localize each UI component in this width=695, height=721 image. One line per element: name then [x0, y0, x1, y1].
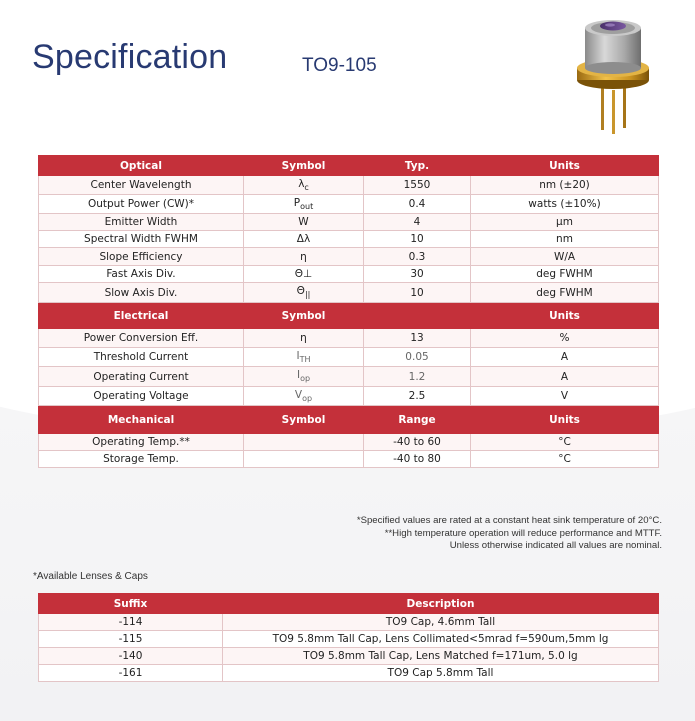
table-row [39, 348, 659, 367]
symbol-cell [244, 266, 364, 283]
suffix-cell: -115 [39, 631, 223, 648]
units-cell: deg FWHM [471, 266, 659, 283]
value-cell: 30 [364, 266, 471, 283]
symbol-text: Δλ [296, 233, 311, 245]
parameter-cell: Output Power (CW)* [39, 195, 244, 214]
table-row [39, 367, 659, 387]
symbol-cell [244, 176, 364, 195]
units-cell: deg FWHM [471, 283, 659, 303]
parameter-cell: Operating Current [39, 367, 244, 387]
electrical-section-header: Electrical [39, 303, 244, 329]
mechanical-section-header: Mechanical [39, 406, 244, 434]
optical-symbol-header: Symbol [244, 156, 364, 176]
mechanical-value-header: Range [364, 406, 471, 434]
symbol-cell [244, 283, 364, 303]
units-cell: °C [471, 434, 659, 451]
symbol-cell [244, 231, 364, 248]
symbol-text: η [300, 332, 307, 344]
description-cell: TO9 5.8mm Tall Cap, Lens Matched f=171um, 5.0 lg [223, 648, 659, 665]
units-cell: A [471, 348, 659, 367]
description-cell: TO9 Cap 5.8mm Tall [223, 665, 659, 682]
symbol-subscript: c [304, 183, 309, 193]
optical-value-header: Typ. [364, 156, 471, 176]
parameter-cell: Emitter Width [39, 214, 244, 231]
specification-table [38, 155, 659, 468]
mechanical-units-header: Units [471, 406, 659, 434]
electrical-units-header: Units [471, 303, 659, 329]
electrical-value-header [364, 303, 471, 329]
symbol-cell [244, 195, 364, 214]
parameter-cell: Storage Temp. [39, 451, 244, 468]
table-row [39, 214, 659, 231]
symbol-text: η [300, 250, 307, 263]
symbol-text: I [296, 369, 301, 382]
table-row [39, 329, 659, 348]
symbol-cell [244, 434, 364, 451]
symbol-cell [244, 214, 364, 231]
mechanical-symbol-header: Symbol [244, 406, 364, 434]
symbol-text: λ [298, 177, 305, 190]
value-cell: 1550 [364, 176, 471, 195]
value-cell: 10 [364, 231, 471, 248]
symbol-subscript: out [300, 202, 314, 212]
description-cell: TO9 Cap, 4.6mm Tall [223, 614, 659, 631]
page-title: Specification [32, 38, 228, 76]
parameter-cell: Slope Efficiency [39, 248, 244, 266]
value-cell: 10 [364, 283, 471, 303]
footnote-3: Unless otherwise indicated all values are nominal. [449, 540, 662, 551]
table-row [39, 648, 659, 665]
symbol-text: Θ⊥ [294, 268, 313, 280]
parameter-cell: Fast Axis Div. [39, 266, 244, 283]
table-row [39, 434, 659, 451]
units-cell: nm (±20) [471, 176, 659, 195]
value-cell: 0.05 [364, 348, 471, 367]
lenses-table [38, 593, 659, 682]
suffix-cell: -114 [39, 614, 223, 631]
model-number: TO9-105 [302, 55, 377, 76]
symbol-text: V [294, 388, 303, 401]
symbol-cell [244, 248, 364, 266]
symbol-cell [244, 329, 364, 348]
value-cell: 0.3 [364, 248, 471, 266]
units-cell: watts (±10%) [471, 195, 659, 214]
footnote-1: *Specified values are rated at a constant heat sink temperature of 20°C. [356, 515, 662, 526]
suffix-cell: -140 [39, 648, 223, 665]
value-cell: 1.2 [364, 367, 471, 387]
description-header: Description [223, 594, 659, 614]
units-cell: °C [471, 451, 659, 468]
parameter-cell: Operating Temp.** [39, 434, 244, 451]
table-row [39, 231, 659, 248]
electrical-header-row [39, 303, 659, 329]
to9-laser-diode-photo [565, 6, 661, 136]
parameter-cell: Spectral Width FWHM [39, 231, 244, 248]
parameter-cell: Center Wavelength [39, 176, 244, 195]
value-cell: 2.5 [364, 387, 471, 406]
units-cell: A [471, 367, 659, 387]
parameter-cell: Slow Axis Div. [39, 283, 244, 303]
units-cell: W/A [471, 248, 659, 266]
table-row [39, 176, 659, 195]
parameter-cell: Threshold Current [39, 348, 244, 367]
value-cell: 13 [364, 329, 471, 348]
table-row [39, 248, 659, 266]
suffix-cell: -161 [39, 665, 223, 682]
symbol-text: P [293, 196, 301, 209]
optical-section-header: Optical [39, 156, 244, 176]
symbol-subscript: op [300, 374, 311, 384]
table-row [39, 665, 659, 682]
value-cell: -40 to 60 [364, 434, 471, 451]
symbol-subscript: || [304, 290, 311, 300]
parameter-cell: Operating Voltage [39, 387, 244, 406]
suffix-header: Suffix [39, 594, 223, 614]
symbol-text: W [298, 216, 309, 228]
symbol-cell [244, 451, 364, 468]
symbol-subscript: op [302, 394, 313, 404]
value-cell: 4 [364, 214, 471, 231]
table-row [39, 614, 659, 631]
symbol-cell [244, 348, 364, 367]
value-cell: 0.4 [364, 195, 471, 214]
footnote-2: **High temperature operation will reduce performance and MTTF. [384, 527, 662, 539]
table-row [39, 631, 659, 648]
mechanical-header-row [39, 406, 659, 434]
table-row [39, 451, 659, 468]
symbol-subscript: TH [299, 355, 311, 365]
electrical-symbol-header: Symbol [244, 303, 364, 329]
units-cell: μm [471, 214, 659, 231]
parameter-cell: Power Conversion Eff. [39, 329, 244, 348]
symbol-text: Θ [296, 285, 305, 298]
table-row [39, 195, 659, 214]
units-cell: nm [471, 231, 659, 248]
description-cell: TO9 5.8mm Tall Cap, Lens Collimated<5mrad f=590um,5mm lg [223, 631, 659, 648]
table-row [39, 283, 659, 303]
symbol-cell [244, 367, 364, 387]
optical-header-row [39, 156, 659, 176]
table-row [39, 266, 659, 283]
symbol-cell [244, 387, 364, 406]
footnotes [357, 515, 662, 553]
units-cell: V [471, 387, 659, 406]
lenses-header-row [39, 594, 659, 614]
units-cell: % [471, 329, 659, 348]
value-cell: -40 to 80 [364, 451, 471, 468]
lenses-caption: *Available Lenses & Caps [33, 571, 148, 582]
optical-units-header: Units [471, 156, 659, 176]
table-row [39, 387, 659, 406]
symbol-text: I [296, 349, 300, 362]
